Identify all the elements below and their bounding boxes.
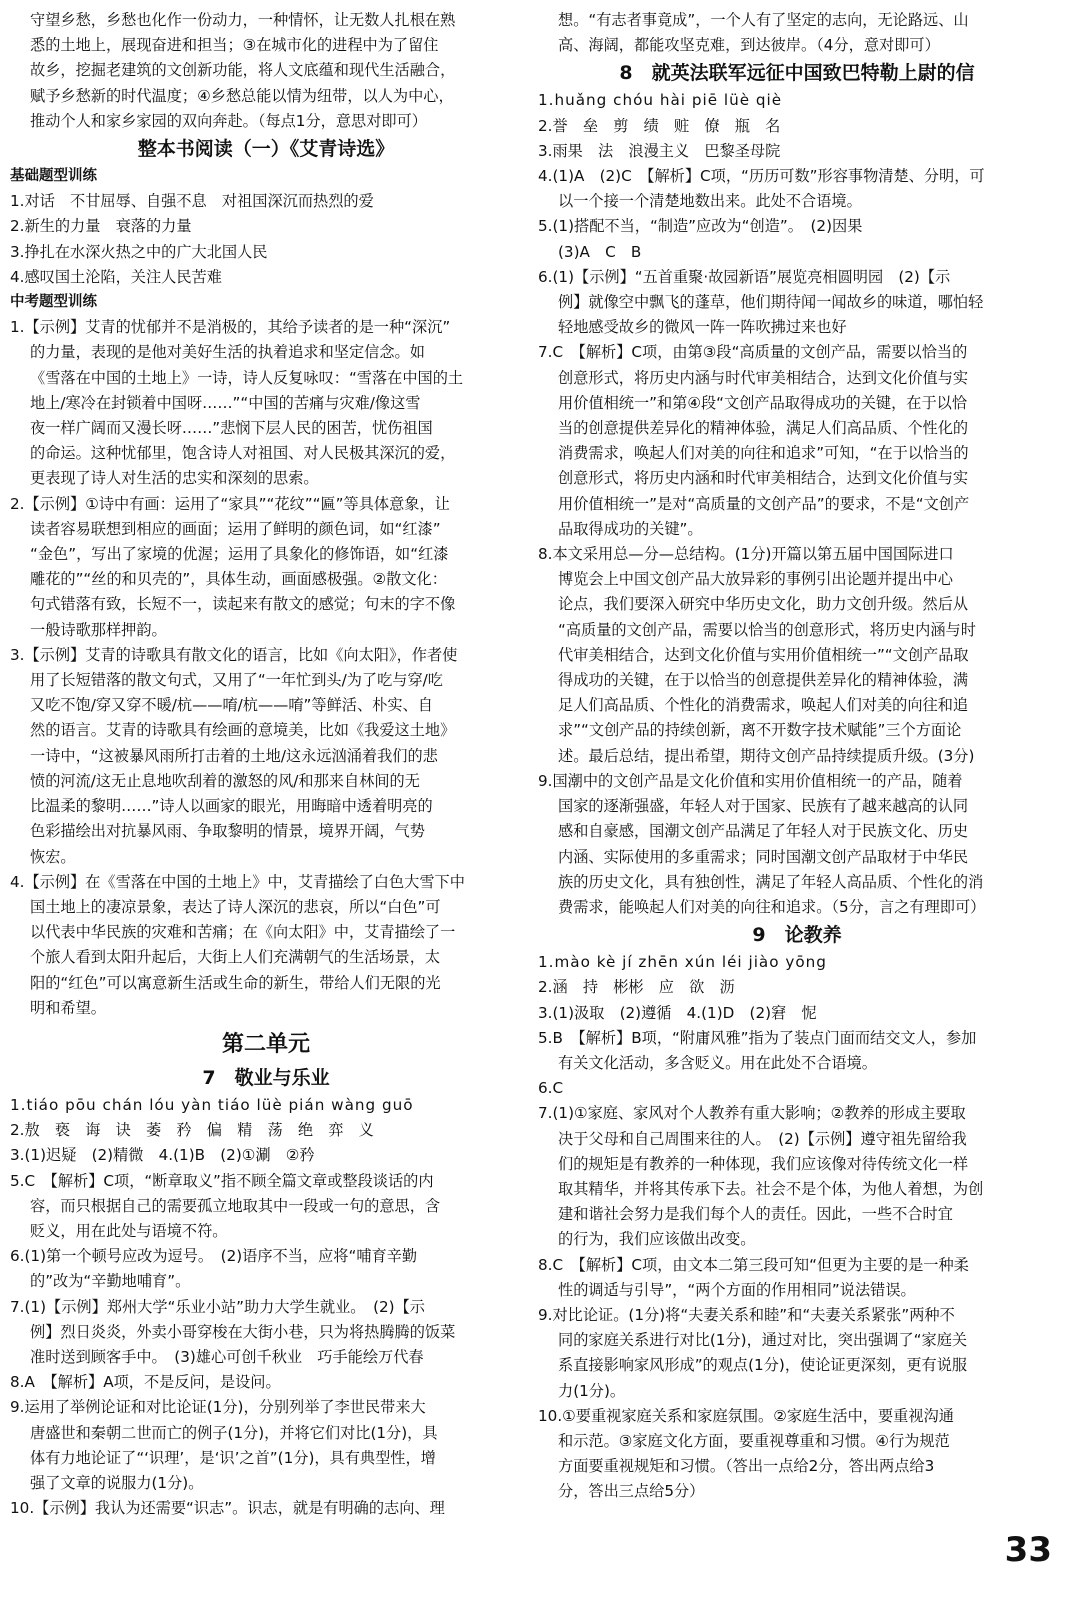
right-line: 7.C 【解析】C项，由第③段“高质量的文创产品，需要以恰当的 xyxy=(538,343,968,362)
left-line: 8.A 【解析】A项，不是反问，是设问。 xyxy=(10,1373,281,1392)
left-line: 1.tiáo pōu chán lóu yàn tiáo lüè pián wàng guō xyxy=(10,1095,414,1114)
left-line: 《雪落在中国的土地上》一诗，诗人反复咏叹：“雪落在中国的土 xyxy=(30,368,464,387)
right-line: 10.①要重视家庭关系和家庭氛围。②家庭生活中，要重视沟通 xyxy=(538,1406,954,1425)
left-line: 个旅人看到太阳升起后，大街上人们充满朝气的生活场景，太 xyxy=(30,948,441,967)
right-line: 博览会上中国文创产品大放异彩的事例引出论题并提出中心 xyxy=(558,570,953,589)
left-line: 例】烈日炎炎，外卖小哥穿梭在大街小巷，只为将热腾腾的饭菜 xyxy=(30,1322,456,1341)
right-line: 用价值相统一”是对“高质量的文创产品”的要求，不是“文创产 xyxy=(558,494,970,513)
right-line: 同的家庭关系进行对比(1分)，通过对比，突出强调了“家庭关 xyxy=(558,1331,968,1350)
left-line: 然的语言。艾青的诗歌具有绘画的意境美，比如《我爱这土地》 xyxy=(30,721,456,740)
right-line: 当的创意提供差异化的精神体验，满足人们高品质、个性化的 xyxy=(558,419,969,438)
right-line: 想。“有志者事竟成”，一个人有了坚定的志向，无论路远、山 xyxy=(558,11,969,29)
left-line: 3.挣扎在水深火热之中的广大北国人民 xyxy=(10,242,268,261)
left-line: 7.(1)【示例】郑州大学“乐业小站”助力大学生就业。 (2)【示 xyxy=(10,1297,425,1316)
right-line: 代审美相结合，达到文化价值与实用价值相统一”“文创产品取 xyxy=(558,645,969,664)
left-line: 用了长短错落的散文句式，又用了“一年忙到头/为了吃与穿/吃 xyxy=(30,671,443,690)
left-line: 以代表中华民族的灾难和苦痛；在《向太阳》中，艾青描绘了一 xyxy=(30,923,456,942)
right-line: 8 就英法联军远征中国致巴特勒上尉的信 xyxy=(619,62,975,85)
right-line: 3.雨果 法 浪漫主义 巴黎圣母院 xyxy=(538,141,781,160)
right-line: 7.(1)①家庭、家风对个人教养有重大影响；②教养的形成主要取 xyxy=(538,1104,966,1123)
left-line: 的力量，表现的是他对美好生活的执着追求和坚定信念。如 xyxy=(30,343,425,362)
left-line: 句式错落有致，长短不一，读起来有散文的感觉；句末的字不像 xyxy=(30,595,456,614)
right-line: 述。最后总结，提出希望，期待文创产品持续提质升级。(3分) xyxy=(558,746,975,765)
right-line: 6.C xyxy=(538,1079,564,1098)
right-line: 性的调适与引导”，“两个方面的作用相同”说法错误。 xyxy=(558,1280,916,1299)
right-line: 费需求，能唤起人们对美的向往和追求。（5分，言之有理即可） xyxy=(558,897,986,916)
left-line: 4.感叹国土沦陷，关注人民苦难 xyxy=(10,267,222,286)
left-line: 9.运用了举例论证和对比论证(1分)，分别列举了李世民带来大 xyxy=(10,1398,426,1417)
right-line: 5.B 【解析】B项，“附庸风雅”指为了装点门面而结交文人，参加 xyxy=(538,1028,977,1047)
left-line: 故乡，挖掘老建筑的文创新功能，将人文底蕴和现代生活融合， xyxy=(30,61,456,80)
right-line: 3.(1)汲取 (2)遵循 4.(1)D (2)窘 怩 xyxy=(538,1003,817,1022)
right-line: 消费需求，唤起人们对美的向往和追求”可知，“在于以恰当的 xyxy=(558,444,969,463)
left-line: 6.(1)第一个顿号应改为逗号。 (2)语序不当，应将“哺育辛勤 xyxy=(10,1247,418,1266)
left-line: 强了文章的说服力(1分)。 xyxy=(30,1473,204,1492)
left-column xyxy=(10,8,522,1521)
right-line: 得成功的关键，在于以恰当的创意提供差异化的精神体验，满 xyxy=(558,671,969,690)
right-line: 创意形式，将历史内涵和时代审美相结合，达到文化价值与实 xyxy=(558,469,969,488)
left-line: 2.敖 亵 诲 诀 萎 矜 偏 精 荡 绝 弈 义 xyxy=(10,1121,374,1140)
left-line: 国土地上的凄凉景象，表达了诗人深沉的悲哀，所以“白色”可 xyxy=(30,897,441,916)
right-line: 2.涵 持 彬彬 应 欲 沥 xyxy=(538,978,735,997)
left-line: 愤的河流/这无止息地吹刮着的激怒的风/和那来自林间的无 xyxy=(30,771,420,790)
left-line: 悉的土地上，展现奋进和担当；③在城市化的进程中为了留住 xyxy=(30,36,439,55)
left-line: 3.(1)迟疑 (2)精微 4.(1)B (2)①涮 ②矜 xyxy=(10,1146,315,1165)
right-line: 品取得成功的关键”。 xyxy=(558,519,703,538)
right-line: (3)A C B xyxy=(558,242,642,261)
left-line: “金色”，写出了家境的优渥；运用了具象化的修饰语，如“红漆 xyxy=(30,545,449,564)
right-line: 们的规矩是有教养的一种体现，我们应该像对待传统文化一样 xyxy=(558,1154,969,1173)
left-line: 准时送到顾客手中。 (3)雄心可创千秋业 巧手能绘万代春 xyxy=(30,1347,424,1366)
right-line: 取其精华，并将其传承下去。社会不是个体，为他人着想，为创 xyxy=(558,1179,984,1198)
left-line: 整本书阅读（一）《艾青诗选》 xyxy=(137,138,395,161)
right-line: 5.(1)搭配不当，“制造”应改为“创造”。 (2)因果 xyxy=(538,217,863,236)
right-line: 高、海阔，都能攻坚克难，到达彼岸。（4分，意对即可） xyxy=(558,36,940,55)
right-line: 系直接影响家风形成”的观点(1分)，使论证更深刻，更有说服 xyxy=(558,1356,968,1375)
right-line: 用价值相统一”和第④段“文创产品取得成功的关键，在于以恰 xyxy=(558,393,968,412)
left-line: 更表现了诗人对生活的忠实和深刻的思索。 xyxy=(30,469,319,488)
left-line: 的命运。这种忧郁里，饱含诗人对祖国、对人民极其深沉的爱， xyxy=(30,444,456,463)
left-line: 7 敬业与乐业 xyxy=(202,1066,330,1089)
right-line: 9.对比论证。(1分)将“夫妻关系和睦”和“夫妻关系紧张”两种不 xyxy=(538,1305,955,1324)
left-line: 推动个人和家乡家园的双向奔赴。（每点1分，意思对即可） xyxy=(30,111,427,130)
left-line: 10.【示例】我认为还需要“识志”。识志，就是有明确的志向、理 xyxy=(10,1499,445,1518)
right-line: 1.mào kè jí zhēn xún léi jiào yōng xyxy=(538,953,827,972)
right-line: 求”“文创产品的持续创新，离不开数字技术赋能”三个方面论 xyxy=(558,721,962,740)
right-line: 方面要重视规矩和习惯。（答出一点给2分，答出两点给3 xyxy=(558,1457,935,1476)
left-line: 赋予乡愁新的时代温度；④乡愁总能以情为纽带，以人为中心， xyxy=(30,86,454,105)
left-line: 一诗中，“这被暴风雨所打击着的土地/这永远汹涌着我们的悲 xyxy=(30,746,438,765)
left-line: 第二单元 xyxy=(221,1031,310,1057)
right-line: 论点，我们要深入研究中华历史文化，助力文创升级。然后从 xyxy=(558,595,969,614)
right-line: 分，答出三点给5分） xyxy=(558,1482,705,1501)
page-number: 33 xyxy=(1004,1530,1052,1570)
right-line: 力(1分)。 xyxy=(558,1381,626,1400)
left-line: 又吃不饱/穿又穿不暖/杭——唷/杭——唷”等鲜活、朴实、自 xyxy=(30,696,433,715)
left-line: 雕花的”“丝的和贝壳的”，具体生动，画面感极强。②散文化： xyxy=(30,570,447,589)
left-line: 贬义，用在此处与语境不符。 xyxy=(30,1221,228,1240)
right-line: 决于父母和自己周围来往的人。 (2)【示例】遵守祖先留给我 xyxy=(558,1129,967,1148)
left-line: 恢宏。 xyxy=(30,847,76,866)
right-line: 内涵、实际使用的多重需求；同时国潮文创产品取材于中华民 xyxy=(558,847,969,866)
right-line: 轻地感受故乡的微风一阵一阵吹拂过来也好 xyxy=(558,318,847,337)
right-line: 以一个接一个清楚地数出来。此处不合语境。 xyxy=(558,192,862,211)
left-line: 中考题型训练 xyxy=(10,294,97,311)
right-line: 建和谐社会努力是我们每个人的责任。因此，一些不合时宜 xyxy=(558,1205,953,1224)
right-column xyxy=(538,8,1056,1505)
left-line: 唐盛世和秦朝二世而亡的例子(1分)，并将它们对比(1分)，具 xyxy=(30,1423,438,1442)
right-line: 的行为，我们应该做出改变。 xyxy=(558,1230,756,1249)
right-line: 和示范。③家庭文化方面，要重视尊重和习惯。④行为规范 xyxy=(558,1431,950,1450)
left-line: 一般诗歌那样押韵。 xyxy=(30,620,167,639)
left-line: 1.对话 不甘屈辱、自强不息 对祖国深沉而热烈的爱 xyxy=(10,192,374,211)
left-line: 2.【示例】①诗中有画：运用了“家具”“花纹”“匾”等具体意象，让 xyxy=(10,494,450,513)
left-line: 守望乡愁，乡愁也化作一份动力，一种情怀，让无数人扎根在熟 xyxy=(30,11,456,29)
right-line: 创意形式，将历史内涵与时代审美相结合，达到文化价值与实 xyxy=(558,368,969,387)
right-line: 1.huǎng chóu hài piē lüè qiè xyxy=(538,91,783,110)
right-line: 感和自豪感，国潮文创产品满足了年轻人对于民族文化、历史 xyxy=(558,822,969,841)
left-line: 容，而只根据自己的需要孤立地取其中一段或一句的意思，含 xyxy=(30,1196,441,1215)
right-line: 4.(1)A (2)C 【解析】C项，“历历可数”形容事物清楚、分明，可 xyxy=(538,167,985,186)
left-line: 比温柔的黎明……”诗人以画家的眼光，用晦暗中透着明亮的 xyxy=(30,797,433,816)
right-line: 9 论教养 xyxy=(752,924,842,947)
left-line: 读者容易联想到相应的画面；运用了鲜明的颜色词，如“红漆” xyxy=(30,519,441,538)
right-line: 9.国潮中的文创产品是文化价值和实用价值相统一的产品，随着 xyxy=(538,771,963,790)
right-line: 足人们高品质、个性化的消费需求，唤起人们对美的向往和追 xyxy=(558,696,969,715)
left-line: 4.【示例】在《雪落在中国的土地上》中，艾青描绘了白色大雪下中 xyxy=(10,872,465,891)
left-line: 明和希望。 xyxy=(30,998,106,1017)
right-line: 有关文化活动，多含贬义。用在此处不合语境。 xyxy=(558,1053,877,1072)
right-line: 2.誉 垒 剪 绩 赃 僚 瓶 名 xyxy=(538,116,781,135)
right-line: 8.C 【解析】C项，由文本二第三段可知“但更为主要的是一种柔 xyxy=(538,1255,969,1274)
left-line: 5.C 【解析】C项，“断章取义”指不顾全篇文章或整段谈话的内 xyxy=(10,1171,434,1190)
right-line: 例】就像空中飘飞的蓬草，他们期待闻一闻故乡的味道，哪怕轻 xyxy=(558,293,984,312)
left-line: 的”改为“辛勤地哺育”。 xyxy=(30,1272,191,1291)
left-line: 2.新生的力量 衰落的力量 xyxy=(10,217,192,236)
left-line: 1.【示例】艾青的忧郁并不是消极的，其给予读者的是一种“深沉” xyxy=(10,318,451,337)
left-line: 基础题型训练 xyxy=(10,168,97,185)
left-line: 色彩描绘出对抗暴风雨、争取黎明的情景，境界开阔，气势 xyxy=(30,822,425,841)
right-line: “高质量的文创产品，需要以恰当的创意形式，将历史内涵与时 xyxy=(558,620,976,639)
left-line: 夜一样广阔而又漫长呀……”悲悯下层人民的困苦，忧伤祖国 xyxy=(30,419,433,438)
left-line: 体有力地论证了“‘识理’，是‘识’之首”(1分)，具有典型性，增 xyxy=(30,1448,436,1467)
right-line: 8.本文采用总—分—总结构。(1分)开篇以第五届中国国际进口 xyxy=(538,545,954,564)
right-line: 6.(1)【示例】“五首重聚·故园新语”展览亮相圆明园 (2)【示 xyxy=(538,267,951,286)
right-line: 族的历史文化，具有独创性，满足了年轻人高品质、个性化的消 xyxy=(558,872,984,891)
left-line: 地上/寒冷在封锁着中国呀……”“中国的苦痛与灾难/像这雪 xyxy=(30,393,421,412)
left-line: 3.【示例】艾青的诗歌具有散文化的语言，比如《向太阳》，作者使 xyxy=(10,645,458,664)
left-line: 阳的“红色”可以寓意新生活或生命的新生，带给人们无限的光 xyxy=(30,973,441,992)
right-line: 国家的逐渐强盛，年轻人对于国家、民族有了越来越高的认同 xyxy=(558,797,969,816)
